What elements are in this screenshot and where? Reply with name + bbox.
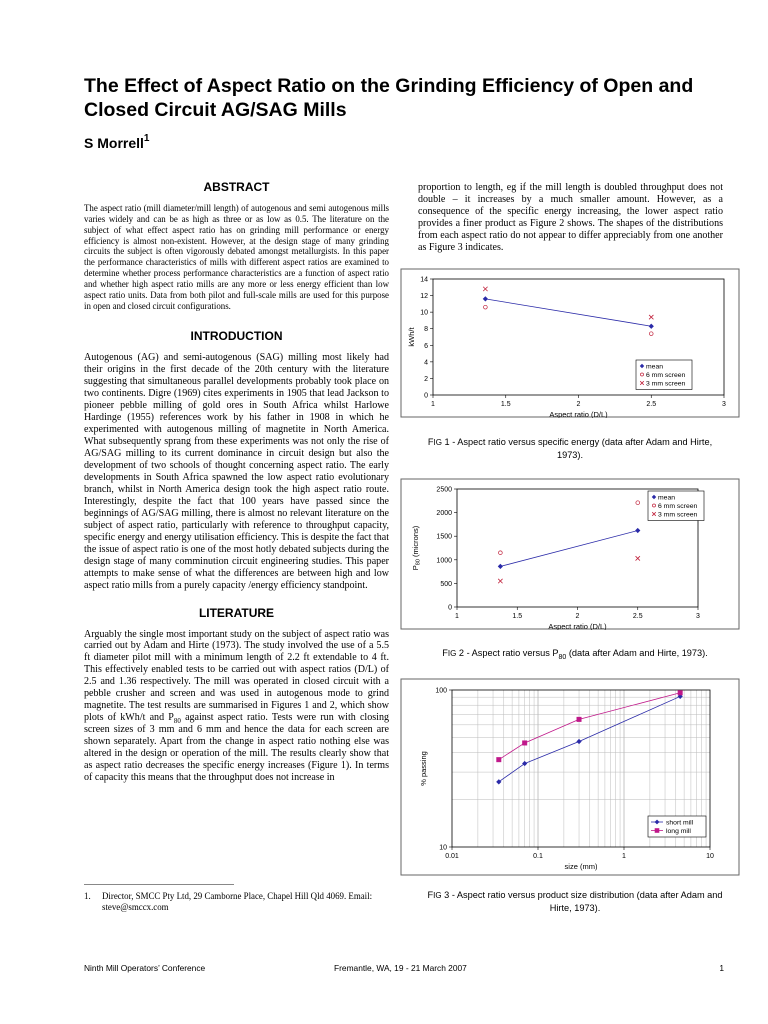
right-column-paragraph: proportion to length, eg if the mill length is doubled throughput does not double – it increases by a much smaller amount. However, as a consequence of the specific energy increasing, the lower aspect ratio provides a finer product as Figure 2 shows. The shapes of the distributions from each aspect ratio do not appear to differ appreciably from one another as Figure 3 indicates. xyxy=(418,182,723,253)
fig1-y-tick-label: 2 xyxy=(424,375,428,383)
fig3-long-mill-point xyxy=(497,757,501,761)
abstract-heading: ABSTRACT xyxy=(203,180,270,194)
fig2-x-tick-label: 2 xyxy=(575,613,580,620)
figure-1-y-axis-label: kWh/t xyxy=(407,327,416,347)
fig3-long-mill-point xyxy=(577,717,581,721)
footer-page-number: 1 xyxy=(719,963,724,973)
figure-2-y-axis-label: $P_{80}$ (microns) xyxy=(411,525,422,571)
fig2-x-tick-label: 3 xyxy=(696,613,700,620)
figure-2-chart xyxy=(400,478,740,630)
figure-3-caption-text: - Aspect ratio versus product size distribution (data after Adam and Hirte, 1973). xyxy=(449,890,723,913)
figure-1-caption-number: 1 xyxy=(444,437,450,447)
figure-3-y-axis-label: % passing xyxy=(419,751,428,786)
figure-3-chart xyxy=(400,678,740,876)
author-affiliation-mark: 1 xyxy=(143,133,150,144)
figure-2-x-axis-label: Aspect ratio (D/L) xyxy=(548,622,607,630)
fig2-legend-label: 3 mm screen xyxy=(658,511,698,519)
abstract-text: The aspect ratio (mill diameter/mill length) of autogenous and semi autogenous mills varies widely and can be as high as three or as low as 0.5. The literature on the subject of what effect aspect ratio has on grinding mill performance or energy efficiency is almost non-existent. However, at the design stage of many grinding circuits the subject is often vigorously debated amongst metallurgists. In this paper the performance characteristics of mills with different aspect ratios are examined to determine whether process performance characteristics are a function of aspect ratio and whether high aspect ratio mills are any more or less energy efficient than low aspect ratio units. Data from both pilot and full-scale mills are used for this purpose in open and closed circuit configurations. xyxy=(84,203,389,311)
fig3-y-tick-label: 100 xyxy=(435,687,447,695)
fig3-legend-label: short mill xyxy=(666,819,694,827)
fig3-legend-label: long mill xyxy=(666,828,691,835)
figure-2-caption-subscript: 80 xyxy=(558,653,567,661)
fig3-x-tick-label: 10 xyxy=(706,853,714,860)
fig3-long-mill-point xyxy=(678,691,682,695)
footer-conference-name: Ninth Mill Operators’ Conference xyxy=(84,963,206,973)
figure-2-caption-label-rest: IG xyxy=(447,649,457,658)
fig2-x-tick-label: 1.5 xyxy=(512,613,523,620)
literature-heading: LITERATURE xyxy=(198,605,275,620)
author-line xyxy=(84,135,149,151)
fig1-y-tick-label: 4 xyxy=(424,359,428,367)
fig1-legend-label: mean xyxy=(646,363,664,371)
fig1-y-tick-label: 14 xyxy=(420,276,428,284)
fig1-y-tick-label: 6 xyxy=(424,342,428,350)
fig2-x-tick-label: 2.5 xyxy=(632,613,643,620)
fig1-x-tick-label: 1.5 xyxy=(500,401,511,408)
figure-1 xyxy=(400,268,740,418)
fig3-x-tick-label: 0.1 xyxy=(533,853,543,860)
fig3-x-tick-label: 0.01 xyxy=(445,853,459,860)
figure-3-caption-label-initial: F xyxy=(427,890,434,900)
figure-3-caption-number: 3 xyxy=(444,890,450,900)
figure-1-caption-text: - Aspect ratio versus specific energy (data after Adam and Hirte, 1973). xyxy=(449,437,713,460)
introduction-heading: INTRODUCTION xyxy=(190,329,283,344)
figure-3-caption xyxy=(425,889,725,914)
fig2-y-tick-label: 500 xyxy=(440,580,452,588)
fig1-legend-label: 3 mm screen xyxy=(646,380,686,388)
fig1-x-tick-label: 2 xyxy=(576,401,581,408)
introduction-paragraph: Autogenous (AG) and semi-autogenous (SAG) milling most likely had their origins in the first decade of the 20th century with the literature suggesting that simultaneous parallel developments probably took place on two continents. Digre (1969) cites experiments in 1905 that lead Jackson to pioneer pebble milling of gold ores in South Africa whilst Harlowe Hardinge (1955) references work by his father in 1908 in which he experimented with autogenous milling of magnetite in North America. What subsequently sprang from these experiments was not only the rise of AG/SAG milling to its current dominance in circuit design but also the development of two schools of thought concerning aspect ratio. The early developments in South Africa spawned the low aspect ratio evolutionary branch, whilst in North America design took the high aspect ratio route. Interestingly, despite the fact that 100 years have passed since the beginnings of AG/SAG milling, there is almost no relevant literature on the subject of aspect ratio, particularly with reference to throughput capacity, specific energy and energy utilisation efficiency. This is despite the fact that the issue of aspect ratio is one of the most hotly debated subjects during the design stage of many comminution circuit engineering studies. This paper attempts to make sense of what the differences are between high and low aspect ratio mills from a purely capacity /energy efficiency standpoint. xyxy=(84,352,389,591)
figure-1-chart xyxy=(400,268,740,418)
page-footer xyxy=(84,963,724,977)
fig3-x-tick-label: 1 xyxy=(622,853,626,860)
figure-2-caption-label-initial: F xyxy=(442,648,448,658)
fig1-y-tick-label: 0 xyxy=(424,392,428,400)
fig1-x-tick-label: 3 xyxy=(722,401,726,408)
fig1-y-tick-label: 8 xyxy=(424,326,428,334)
figure-1-x-axis-label: Aspect ratio (D/L) xyxy=(549,410,608,418)
figure-3 xyxy=(400,678,740,876)
figure-1-caption-label-initial: F xyxy=(427,437,434,447)
fig2-y-tick-label: 1000 xyxy=(436,557,452,565)
fig2-y-tick-label: 0 xyxy=(448,604,452,612)
figure-2-caption-number: 2 xyxy=(458,648,465,658)
fig3-long-mill-point xyxy=(522,741,526,745)
figure-1-caption xyxy=(425,436,715,461)
figure-2-caption-text: - Aspect ratio versus P xyxy=(464,648,559,658)
fig2-legend-label: 6 mm screen xyxy=(658,503,698,510)
right-column xyxy=(418,182,723,254)
fig2-y-tick-label: 1500 xyxy=(436,533,452,541)
literature-text-part2: against aspect ratio. Tests were run with closing screen sizes of 3 mm and 6 mm and hence the data for each screen are shown separately. Apart from the change in aspect ratio nothing else was altered in the design or operation of the mill. The results clearly show that as aspect ratio decreases the specific energy increases (Figure 1). In terms of capacity this means that the throughput does not increase in xyxy=(84,712,389,783)
fig1-y-tick-label: 12 xyxy=(420,293,428,301)
literature-text-part1: Arguably the single most important study on the subject of aspect ratio was carried out by Adam and Hirte (1973). The study involved the use of a 5.5 ft diameter pilot mill with a minimum length of 2.2 ft extendable to 4 ft. This effectively enabled tests to be carried out with aspect ratios (D/L) of 2.5 and 1.36 respectively. The mill was operated in closed circuit with a pebble crusher and screen and was used in autogenous mode to grind magnetite. The test results are summarised in Figures 1 and 2, which show plots of kWh/t and P xyxy=(84,628,389,724)
author-name: S Morrell xyxy=(84,135,144,151)
footnote-number: 1. xyxy=(84,891,91,901)
footnote-text: Director, SMCC Pty Ltd, 29 Camborne Place, Chapel Hill Qld 4069. Email: steve@smccx.com xyxy=(102,891,373,912)
figure-2-caption xyxy=(415,647,735,660)
fig3-legend-marker xyxy=(655,829,659,833)
literature-p80-subscript: 80 xyxy=(173,717,181,726)
left-column xyxy=(84,180,389,794)
footnote-divider xyxy=(84,884,234,885)
figure-2-caption-text-end: (data after Adam and Hirte, 1973). xyxy=(566,648,708,658)
figure-3-x-axis-label: size (mm) xyxy=(564,862,598,871)
literature-paragraph xyxy=(84,629,389,784)
fig1-legend-label: 6 mm screen xyxy=(646,372,686,379)
figure-1-caption-label-rest: IG xyxy=(433,438,442,447)
fig1-x-tick-label: 2.5 xyxy=(646,401,657,408)
footnote xyxy=(84,891,394,913)
fig1-y-tick-label: 10 xyxy=(420,309,428,317)
footer-location-date: Fremantle, WA, 19 - 21 March 2007 xyxy=(334,963,467,973)
fig2-y-tick-label: 2500 xyxy=(436,486,452,494)
fig2-y-tick-label: 2000 xyxy=(436,510,452,518)
paper-title: The Effect of Aspect Ratio on the Grinding Efficiency of Open and Closed Circuit AG/SAG Mills xyxy=(84,75,694,121)
fig3-y-tick-label: 10 xyxy=(439,844,447,852)
fig2-x-tick-label: 1 xyxy=(455,613,459,620)
fig2-legend-label: mean xyxy=(658,494,676,502)
figure-2 xyxy=(400,478,740,630)
figure-3-caption-label-rest: IG xyxy=(433,891,442,900)
fig1-x-tick-label: 1 xyxy=(431,401,435,408)
